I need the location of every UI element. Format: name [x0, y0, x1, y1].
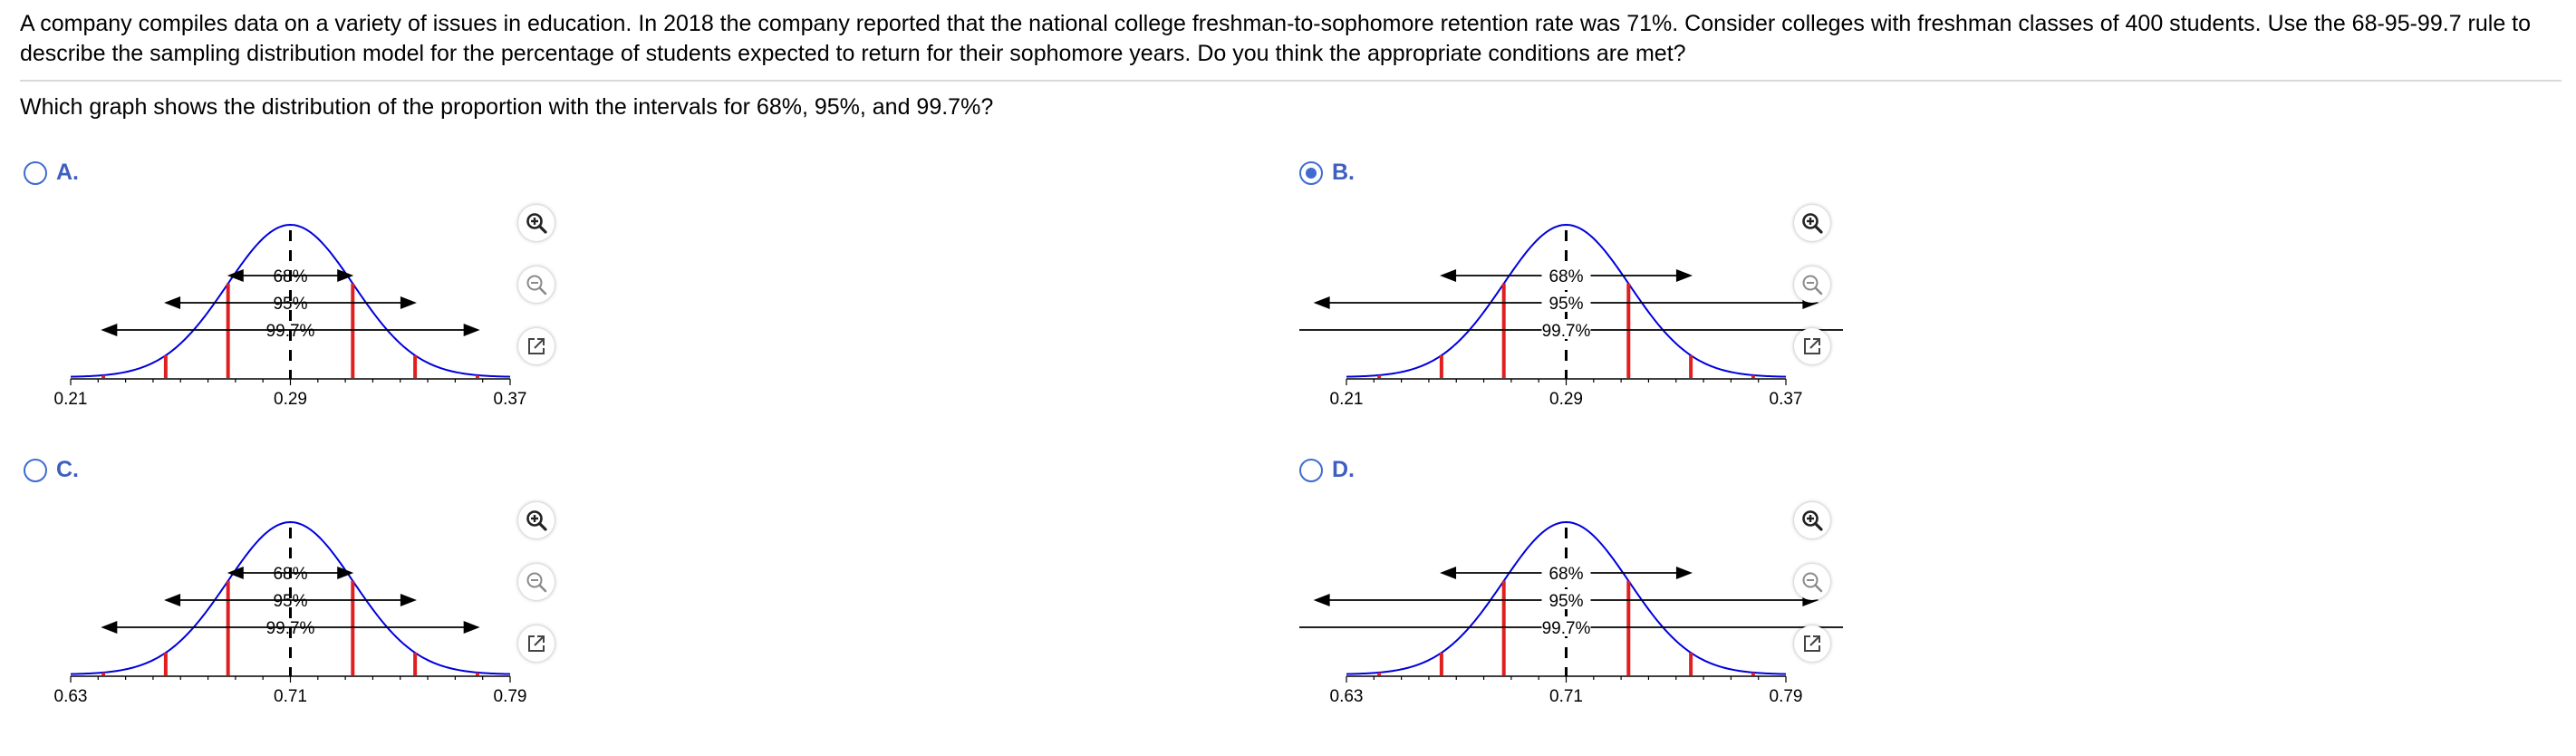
- prompt-text: Which graph shows the distribution of the proportion with the intervals for 68%, 95%, and 99.7%?: [20, 94, 994, 120]
- zoom-out-button[interactable]: [518, 564, 555, 600]
- interval-arrow-left: [101, 324, 117, 336]
- option-b-select[interactable]: [1299, 160, 1355, 186]
- zoom-in-icon: [1800, 509, 1824, 532]
- interval-arrow-right: [400, 296, 417, 309]
- interval-label: 95%: [1548, 592, 1584, 611]
- option-b-chart: [1299, 196, 1843, 413]
- popout-icon: [1802, 336, 1822, 356]
- x-tick-label: 0.71: [1549, 687, 1583, 706]
- question-text: A company compiles data on a variety of issues in education. In 2018 the company reported that the national college freshman-to-sophomore retention rate was 71%. Consider colleges with freshman classes of 400 students. Use the 68-95-99.7 rule to describe the sampling distribution model for the percentage of students expected to return for their sophomore years. Do you think the appropriate conditions are met?: [20, 11, 2532, 66]
- interval-arrow-left: [1440, 269, 1456, 282]
- option-d-radio[interactable]: [1299, 459, 1323, 482]
- option-c-radio[interactable]: [24, 459, 47, 482]
- option-c-select[interactable]: [24, 457, 79, 483]
- interval-arrow-right: [464, 324, 480, 336]
- zoom-out-button[interactable]: [1794, 267, 1830, 303]
- interval-arrow-left: [1314, 594, 1330, 606]
- interval-arrow-right: [1676, 567, 1693, 579]
- interval-label: 95%: [273, 295, 308, 314]
- interval-arrow-right: [400, 594, 417, 606]
- zoom-out-button[interactable]: [518, 267, 555, 303]
- x-tick-label: 0.21: [1329, 390, 1364, 409]
- option-d-chart: [1299, 493, 1843, 711]
- interval-label: 68%: [1548, 565, 1584, 584]
- zoom-out-icon: [1800, 273, 1824, 296]
- interval-label: 68%: [1548, 267, 1584, 286]
- x-tick-label: 0.79: [1769, 687, 1803, 706]
- popout-icon: [526, 336, 546, 356]
- zoom-out-icon: [525, 273, 548, 296]
- option-a-chart: [24, 196, 567, 413]
- x-tick-label: 0.71: [274, 687, 307, 706]
- option-a-select[interactable]: [24, 160, 79, 186]
- option-a-letter: A.: [56, 160, 79, 185]
- x-tick-label: 0.21: [53, 390, 88, 409]
- interval-arrow-right: [464, 621, 480, 634]
- option-c-letter: C.: [56, 457, 79, 482]
- x-tick-label: 0.29: [274, 390, 307, 409]
- zoom-in-button[interactable]: [518, 205, 555, 241]
- interval-arrow-right: [1676, 269, 1693, 282]
- interval-label: 99.7%: [265, 322, 315, 341]
- x-tick-label: 0.29: [1549, 390, 1583, 409]
- zoom-in-button[interactable]: [1794, 205, 1830, 241]
- popout-button[interactable]: [1794, 625, 1830, 662]
- zoom-in-icon: [1800, 211, 1824, 235]
- x-tick-label: 0.63: [1329, 687, 1364, 706]
- popout-icon: [526, 634, 546, 654]
- zoom-out-icon: [525, 570, 548, 594]
- interval-arrow-left: [1314, 296, 1330, 309]
- interval-label: 99.7%: [1541, 619, 1591, 638]
- interval-arrow-left: [1440, 567, 1456, 579]
- zoom-out-button[interactable]: [1794, 564, 1830, 600]
- option-d-letter: D.: [1332, 457, 1355, 482]
- option-b-letter: B.: [1332, 160, 1355, 185]
- interval-label: 68%: [273, 565, 308, 584]
- x-tick-label: 0.37: [493, 390, 527, 409]
- zoom-in-icon: [525, 211, 548, 235]
- popout-icon: [1802, 634, 1822, 654]
- option-c-chart: [24, 493, 567, 711]
- zoom-in-button[interactable]: [1794, 502, 1830, 538]
- x-tick-label: 0.63: [53, 687, 88, 706]
- option-b-radio[interactable]: [1299, 161, 1323, 185]
- interval-arrow-left: [101, 621, 117, 634]
- interval-label: 99.7%: [1541, 322, 1591, 341]
- interval-label: 95%: [1548, 295, 1584, 314]
- zoom-in-button[interactable]: [518, 502, 555, 538]
- zoom-in-icon: [525, 509, 548, 532]
- divider: [20, 80, 2562, 82]
- x-tick-label: 0.37: [1769, 390, 1803, 409]
- interval-label: 68%: [273, 267, 308, 286]
- popout-button[interactable]: [518, 625, 555, 662]
- option-d-select[interactable]: [1299, 457, 1355, 483]
- interval-arrow-left: [164, 594, 180, 606]
- interval-label: 99.7%: [265, 619, 315, 638]
- popout-button[interactable]: [518, 328, 555, 364]
- option-a-radio[interactable]: [24, 161, 47, 185]
- interval-arrow-left: [164, 296, 180, 309]
- popout-button[interactable]: [1794, 328, 1830, 364]
- interval-label: 95%: [273, 592, 308, 611]
- zoom-out-icon: [1800, 570, 1824, 594]
- x-tick-label: 0.79: [493, 687, 527, 706]
